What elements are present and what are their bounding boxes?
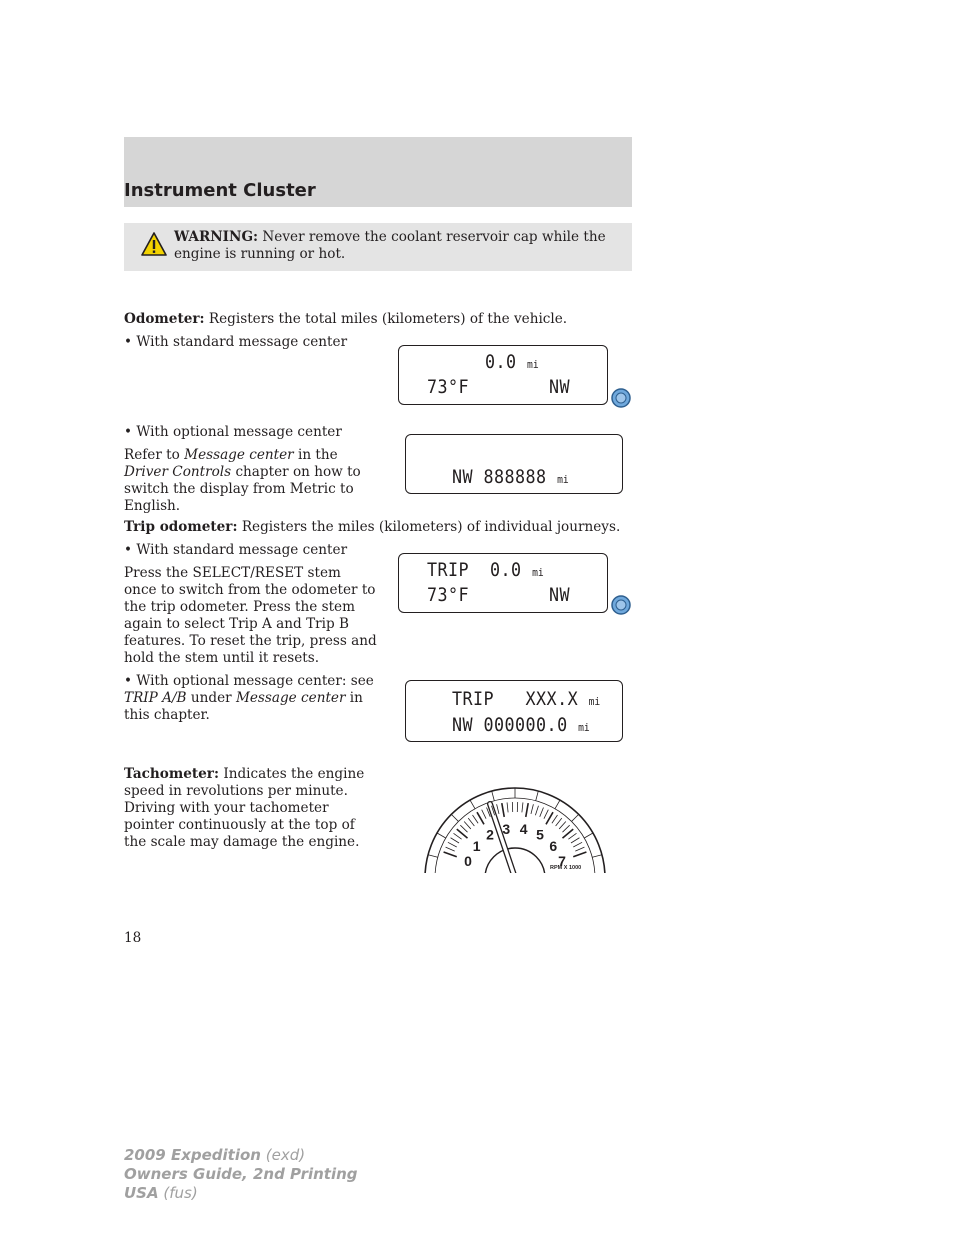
tach-minor-tick: [571, 838, 579, 843]
footer-model-code: (exd): [265, 1146, 306, 1164]
lcd1-temp: 73°F: [427, 376, 470, 398]
page-title: Instrument Cluster: [124, 180, 316, 201]
trip-desc: Registers the miles (kilometers) of individual journeys.: [241, 519, 621, 535]
lcd3-unit: mi: [532, 566, 544, 579]
trip-under: under: [190, 690, 232, 706]
tach-minor-tick: [559, 822, 566, 829]
tach-minor-tick: [446, 847, 455, 851]
odometer-paragraph: [124, 311, 567, 328]
trip-bullet-standard-text: With standard message center: [136, 542, 348, 558]
trip-bullet-standard: • With standard message center: [124, 542, 348, 558]
lcd3-temp: 73°F: [427, 584, 470, 606]
tach-line4: pointer continuously at the top of: [124, 817, 355, 833]
tachometer-term: Tachometer:: [124, 766, 219, 782]
tach-line3: Driving with your tachometer: [124, 800, 329, 816]
tach-bezel-notch: [584, 833, 593, 838]
tach-major-tick: [477, 812, 484, 824]
select-reset-stem-icon-2: [610, 594, 632, 616]
tach-major-tick: [502, 803, 504, 817]
lcd-odometer-standard: [398, 345, 608, 405]
lcd4-line1-unit: mi: [588, 695, 601, 708]
tach-minor-tick: [531, 804, 533, 814]
tach-minor-tick: [468, 818, 474, 826]
refer-mid: in the: [298, 447, 338, 463]
tach-numeral: 3: [502, 820, 511, 837]
lcd-trip-optional: [405, 680, 623, 742]
lcd2-value: NW 888888: [452, 466, 547, 488]
tach-numeral: 1: [472, 837, 481, 854]
press-line4: again to select Trip A and Trip B: [124, 616, 349, 632]
tach-numeral: 0: [464, 852, 472, 869]
tach-minor-tick: [540, 808, 544, 817]
trip-term: Trip odometer:: [124, 519, 238, 535]
tach-minor-tick: [575, 847, 584, 851]
tach-minor-tick: [522, 802, 523, 812]
lcd2-unit: mi: [557, 473, 569, 486]
tach-minor-tick: [454, 833, 462, 839]
press-line3: the trip odometer. Press the stem: [124, 599, 355, 615]
tach-major-tick: [573, 852, 586, 857]
refer-paragraph: [124, 447, 389, 515]
tach-minor-tick: [473, 815, 479, 823]
footer: [124, 1146, 358, 1203]
lcd1-unit: mi: [527, 358, 539, 371]
tach-minor-tick: [568, 833, 576, 839]
warning-line2: engine is running or hot.: [174, 246, 346, 262]
tach-unit-label: RPM X 1000: [550, 865, 582, 871]
tach-minor-tick: [535, 806, 538, 816]
press-line2: once to switch from the odometer to: [124, 582, 376, 598]
lcd2-line1: [452, 467, 569, 490]
select-reset-stem-icon: [610, 387, 632, 409]
warning-line1: Never remove the coolant reservoir cap while the: [262, 229, 606, 245]
tach-line1: Indicates the engine: [223, 766, 365, 782]
lcd4-line1: [452, 689, 600, 712]
tach-minor-tick: [552, 815, 558, 823]
tach-major-tick: [526, 803, 528, 817]
warning-box: [124, 223, 632, 271]
trip-paragraph: [124, 519, 620, 536]
odometer-bullet-optional-text: With optional message center: [136, 424, 342, 440]
refer-pre: Refer to: [124, 447, 180, 463]
tach-minor-tick: [562, 825, 569, 832]
tach-minor-tick: [464, 822, 471, 829]
footer-region-code: (fus): [163, 1184, 198, 1202]
tach-bezel-notch: [492, 791, 495, 801]
tach-major-tick: [546, 812, 553, 824]
lcd4-line2: [452, 715, 590, 738]
tach-bezel-notch: [572, 814, 579, 821]
tach-major-tick: [444, 852, 457, 857]
tachometer-paragraph: [124, 766, 389, 851]
tach-minor-tick: [451, 838, 459, 843]
trip-msg-center: Message center: [235, 690, 346, 706]
footer-model: 2009 Expedition: [124, 1146, 261, 1164]
tach-numeral: 6: [549, 837, 558, 854]
refer-line3: switch the display from Metric to: [124, 481, 354, 497]
tach-line5: the scale may damage the engine.: [124, 834, 360, 850]
tach-bezel-notch: [451, 814, 458, 821]
lcd4-line1-value: TRIP XXX.X: [452, 688, 579, 710]
lcd1-line1: [485, 352, 539, 375]
trip-bullet-optional: • With optional message center: see TRIP A/B under Message center in this chapter.: [124, 673, 374, 723]
lcd4-line2-value: NW 000000.0: [452, 714, 568, 736]
warning-label: WARNING:: [174, 229, 259, 245]
tach-bezel-notch: [470, 800, 475, 809]
press-line1: Press the SELECT/RESET stem: [124, 565, 341, 581]
tach-numeral: 5: [536, 826, 544, 843]
tach-bezel-notch: [592, 855, 602, 858]
tach-minor-tick: [497, 804, 499, 814]
warning-triangle-icon: [140, 231, 168, 257]
tach-bezel-notch: [437, 833, 446, 838]
refer-chapter: Driver Controls: [124, 464, 232, 480]
trip-this-chapter: this chapter.: [124, 707, 210, 723]
tach-minor-tick: [544, 810, 548, 819]
tach-minor-tick: [448, 842, 457, 847]
tach-minor-tick: [482, 810, 486, 819]
refer-post: chapter on how to: [235, 464, 361, 480]
lcd3-heading: NW: [549, 584, 571, 606]
footer-region: USA: [124, 1184, 159, 1202]
tach-numeral: 4: [519, 820, 528, 837]
trip-bullet-optional-text: With optional message center: see: [136, 673, 374, 689]
page-number: 18: [124, 930, 142, 946]
tach-numeral: 7: [558, 852, 566, 869]
odometer-bullet-optional: • With optional message center: [124, 424, 342, 440]
tach-line2: speed in revolutions per minute.: [124, 783, 348, 799]
odometer-desc: Registers the total miles (kilometers) of the vehicle.: [208, 311, 568, 327]
tach-bezel-notch: [555, 800, 560, 809]
trip-ab: TRIP A/B: [124, 690, 187, 706]
lcd4-line2-unit: mi: [578, 721, 590, 734]
lcd3-line1: [427, 560, 544, 583]
odometer-bullet-standard-text: With standard message center: [136, 334, 348, 350]
lcd-trip-standard: [398, 553, 608, 613]
odometer-bullet-standard: • With standard message center: [124, 334, 348, 350]
lcd3-value: TRIP 0.0: [427, 559, 522, 581]
tach-numeral: 2: [486, 826, 494, 843]
refer-link: Message center: [184, 447, 294, 463]
tach-minor-tick: [507, 802, 508, 812]
tachometer-gauge: [420, 760, 610, 874]
trip-press-paragraph: [124, 565, 389, 667]
refer-line4: English.: [124, 498, 181, 514]
press-line5: features. To reset the trip, press and: [124, 633, 377, 649]
tach-bezel-notch: [536, 791, 539, 801]
odometer-term: Odometer:: [124, 311, 205, 327]
tach-bezel-notch: [428, 855, 438, 858]
lcd1-value: 0.0: [485, 351, 517, 373]
press-line6: hold the stem until it resets.: [124, 650, 320, 666]
tach-minor-tick: [460, 825, 467, 832]
tach-minor-tick: [556, 818, 562, 826]
warning-text: [174, 229, 624, 263]
lcd-odometer-optional: [405, 434, 623, 494]
footer-guide: Owners Guide, 2nd Printing: [124, 1165, 358, 1183]
lcd1-heading: NW: [549, 376, 571, 398]
trip-in: in: [349, 690, 363, 706]
tach-minor-tick: [573, 842, 582, 847]
